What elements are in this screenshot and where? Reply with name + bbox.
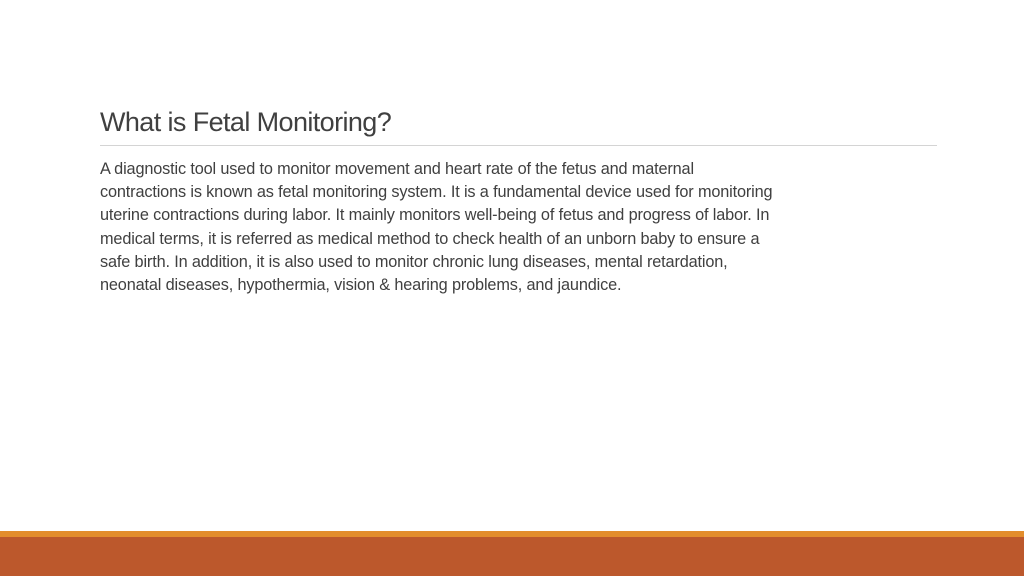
slide-title: What is Fetal Monitoring? (100, 107, 392, 137)
body-line: medical terms, it is referred as medical method to check health of an unborn baby to ensure a (100, 229, 760, 248)
body-line: safe birth. In addition, it is also used to monitor chronic lung diseases, mental retardation, (100, 252, 728, 271)
body-line: contractions is known as fetal monitoring system. It is a fundamental device used for monitoring (100, 183, 773, 202)
footer-band (0, 537, 1024, 576)
body-line: A diagnostic tool used to monitor movement and heart rate of the fetus and maternal (100, 160, 694, 178)
slide-body (100, 158, 928, 297)
title-divider (100, 145, 937, 146)
body-line: uterine contractions during labor. It mainly monitors well-being of fetus and progress of labor. In (100, 206, 770, 225)
body-line: neonatal diseases, hypothermia, vision & hearing problems, and jaundice. (100, 276, 622, 295)
